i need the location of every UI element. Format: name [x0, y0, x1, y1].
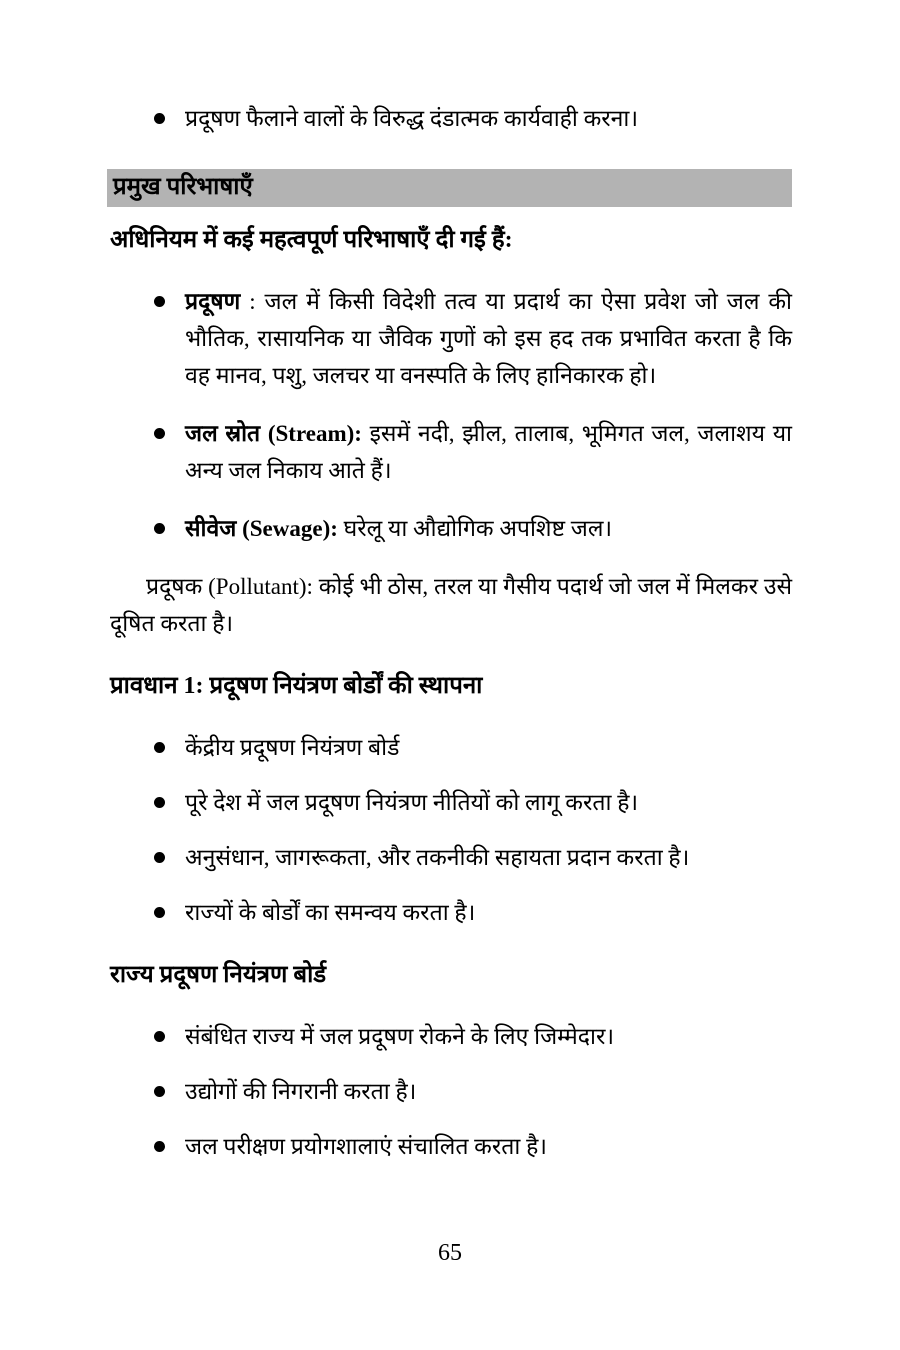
definition-body — [185, 415, 792, 489]
definition-item-stream — [110, 415, 792, 489]
list-item — [110, 839, 792, 876]
list-item — [110, 1018, 792, 1055]
bullet-text: संबंधित राज्य में जल प्रदूषण रोकने के लिए जिम्मेदार। — [185, 1024, 615, 1049]
definition-item-pollution — [110, 283, 792, 394]
definition-item-sewage — [110, 510, 792, 547]
bullet-icon — [110, 784, 185, 808]
definition-body — [185, 283, 792, 394]
page-content — [110, 100, 792, 1183]
bullet-text: अनुसंधान, जागरूकता, और तकनीकी सहायता प्रदान करता है। — [185, 845, 690, 870]
list-item — [110, 784, 792, 821]
definition-body — [185, 510, 792, 547]
bullet-icon — [110, 510, 185, 534]
bullet-icon — [110, 1073, 185, 1097]
bullet-item-punitive-action — [110, 100, 792, 137]
list-item — [110, 1128, 792, 1165]
definition-text: इसमें नदी, झील, तालाब, भूमिगत जल, जलाशय या अन्य जल निकाय आते हैं। — [185, 421, 792, 483]
bullet-icon — [110, 839, 185, 863]
bullet-text: राज्यों के बोर्डों का समन्वय करता है। — [185, 900, 476, 925]
definition-text: घरेलू या औद्योगिक अपशिष्ट जल। — [337, 516, 613, 541]
bullet-icon — [110, 283, 185, 307]
state-board-list — [110, 1018, 792, 1165]
bullet-text: प्रदूषण फैलाने वालों के विरुद्ध दंडात्मक कार्यवाही करना। — [185, 106, 639, 131]
bullet-icon — [110, 1018, 185, 1042]
list-item — [110, 1073, 792, 1110]
bullet-text: जल परीक्षण प्रयोगशालाएं संचालित करता है। — [185, 1134, 547, 1159]
bullet-text: उद्योगों की निगरानी करता है। — [185, 1079, 417, 1104]
list-item — [110, 729, 792, 766]
bullet-icon — [110, 894, 185, 918]
bullet-text: केंद्रीय प्रदूषण नियंत्रण बोर्ड — [185, 735, 400, 760]
bullet-icon — [110, 1128, 185, 1152]
definitions-list — [110, 283, 792, 547]
bullet-icon — [110, 415, 185, 439]
bullet-text: पूरे देश में जल प्रदूषण नियंत्रण नीतियों को लागू करता है। — [185, 790, 639, 815]
pollutant-paragraph: प्रदूषक (Pollutant): कोई भी ठोस, तरल या गैसीय पदार्थ जो जल में मिलकर उसे दूषित करता है। — [110, 574, 792, 636]
definitions-intro-line: अधिनियम में कई महत्वपूर्ण परिभाषाएँ दी गई हैं: — [110, 227, 513, 253]
central-board-list — [110, 729, 792, 931]
definition-term: सीवेज (Sewage): — [185, 516, 338, 541]
section-heading-key-definitions: प्रमुख परिभाषाएँ — [107, 169, 792, 207]
list-item — [110, 894, 792, 931]
bullet-icon — [110, 100, 185, 124]
definition-term: प्रदूषण — [185, 289, 241, 314]
definition-term: जल स्रोत (Stream): — [185, 421, 362, 446]
bullet-icon — [110, 729, 185, 753]
state-board-heading: राज्य प्रदूषण नियंत्रण बोर्ड — [110, 962, 327, 988]
page-number: 65 — [438, 1240, 462, 1266]
provision-1-heading: प्रावधान 1: प्रदूषण नियंत्रण बोर्डों की स्थापना — [110, 673, 483, 699]
definition-text: : जल में किसी विदेशी तत्व या प्रदार्थ का ऐसा प्रवेश जो जल की भौतिक, रासायनिक या जैविक गुणों को इस हद तक प्रभावित करता है कि वह मानव, पशु, जलचर या वनस्पति के लिए हानिकारक हो। — [185, 289, 792, 388]
